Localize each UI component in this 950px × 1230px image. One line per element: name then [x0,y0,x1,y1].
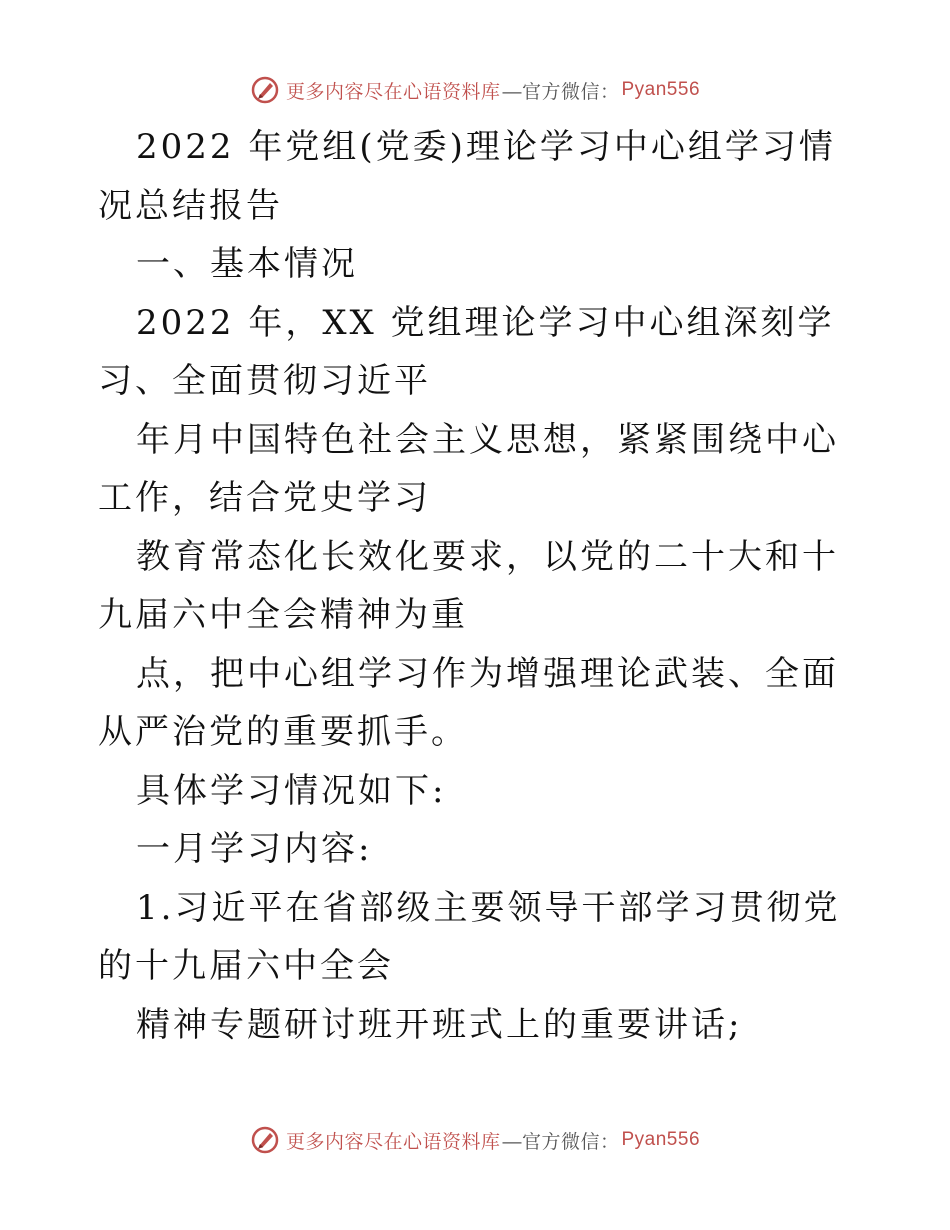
paragraph-body: 点，把中心组学习作为增强理论武装、全面从严治党的重要抓手。 [98,653,839,752]
document-body [98,118,858,1054]
watermark-separator: —官方微信： [502,1131,620,1153]
pen-circle-logo-icon [250,1125,280,1155]
pen-circle-logo-icon [250,75,280,105]
paragraph-body: 具体学习情况如下: [136,770,447,811]
paragraph-body: 一月学习内容: [136,829,373,869]
watermark-wechat-id: Pyan556 [621,79,701,100]
watermark-separator: —官方微信： [502,81,620,103]
paragraph-title: 2022 年党组(党委)理论学习中心组学习情况总结报告 [98,127,836,226]
paragraph-body: 年月中国特色社会主义思想，紧紧围绕中心工作，结合党史学习 [98,419,839,518]
paragraph-body: 教育常态化长效化要求，以党的二十大和十九届六中全会精神为重 [98,536,839,635]
paragraph-list-item: 1.习近平在省部级主要领导干部学习贯彻党的十九届六中全会 [98,887,841,986]
paragraph-body: 2022 年，XX 党组理论学习中心组深刻学习、全面贯彻习近平 [98,302,835,401]
watermark-wechat-id: Pyan556 [621,1129,701,1150]
paragraph-section-heading: 一、基本情况 [136,244,358,284]
paragraph-body: 精神专题研讨班开班式上的重要讲话; [136,1004,743,1045]
watermark-text: 更多内容尽在心语资料库 [285,1131,501,1153]
watermark-text: 更多内容尽在心语资料库 [285,81,501,103]
watermark-footer [0,1120,950,1160]
watermark-header [0,70,950,110]
